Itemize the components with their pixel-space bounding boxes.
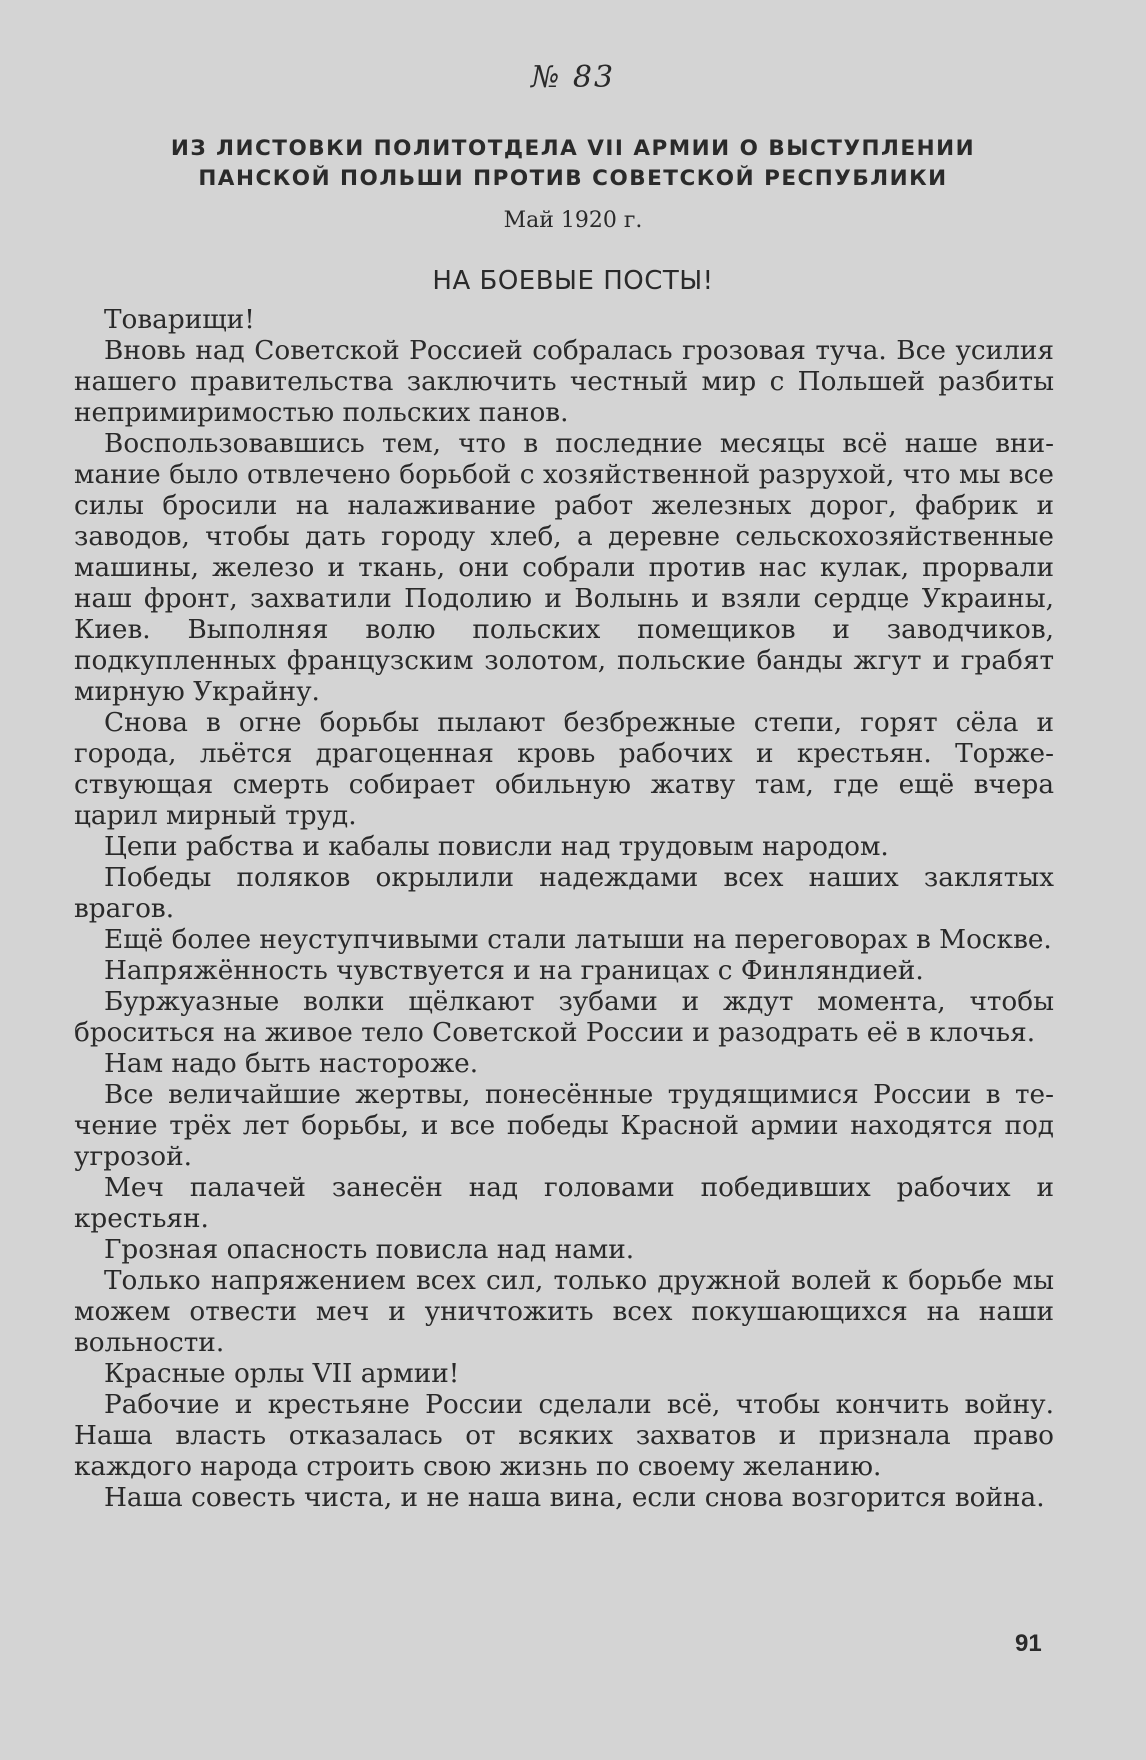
leaflet-title: НА БОЕВЫЕ ПОСТЫ! [432,266,714,296]
document-date: Май 1920 г. [503,208,643,233]
paragraph: Буржуазные волки щёлкают зубами и ждут момента, чтобы броситься на живое тело Советской России и разодрать её в клочья. [74,987,1054,1048]
paragraph: Только напряжением всех сил, только дружной волей к борьбе мы можем отвести меч и уничтожить всех покушающихся на наши вольности. [74,1266,1054,1358]
paragraph: Напряжённость чувствуется и на границах с Финляндией. [104,956,924,986]
paragraph: Снова в огне борьбы пылают безбрежные степи, горят сёла и города, льётся драгоценная кровь рабочих и крестьян. Торжествующая смерть собирает обильную жатву там, где ещё вчера царил мирный труд. [74,708,1054,831]
page-number: 91 [1015,1630,1042,1657]
heading-line-1: ИЗ ЛИСТОВКИ ПОЛИТОТДЕЛА VII АРМИИ О ВЫСТУПЛЕНИИ [170,136,976,161]
paragraph: Вновь над Советской Россией собралась грозовая туча. Все усилия нашего правительства заключить честный мир с Польшей разбиты непримиримостью польских панов. [74,336,1054,428]
document-number: № 83 [530,60,616,95]
paragraph: Победы поляков окрылили надеждами всех наших заклятых врагов. [74,863,1054,924]
paragraph: Воспользовавшись тем, что в последние месяцы всё наше внимание было отвлечено борьбой с хозяйственной разрухой, что мы все силы бросили на налаживание работ железных дорог, фабрик и заводов, чтобы дать городу хлеб, а деревне сельскохозяйственные машины, железо и ткань, они собрали против нас кулак, прорвали наш фронт, захватили Подолию и Волынь и взяли сердце Украины, Киев. Выполняя волю польских помещиков и заводчиков, подкупленных французским золотом, польские банды жгут и грабят мирную Украйну. [74,429,1054,707]
document-heading [120,134,1026,194]
paragraph: Ещё более неуступчивыми стали латыши на переговорах в Москве. [104,925,1052,955]
paragraph: Нам надо быть настороже. [104,1049,479,1079]
paragraph: Все величайшие жертвы, понесённые трудящимися России в течение трёх лет борьбы, и все победы Красной армии находятся под угрозой. [74,1080,1054,1172]
paragraph: Цепи рабства и кабалы повисли над трудовым народом. [104,832,889,862]
paragraph: Меч палачей занесён над головами победивших рабочих и крестьян. [74,1173,1054,1234]
paragraph: Красные орлы VII армии! [104,1359,460,1389]
paragraph: Товарищи! [104,305,255,335]
body-text [74,305,1054,1514]
paragraph: Грозная опасность повисла над нами. [104,1235,635,1265]
heading-line-2: ПАНСКОЙ ПОЛЬШИ ПРОТИВ СОВЕТСКОЙ РЕСПУБЛИКИ [198,166,948,191]
paragraph: Рабочие и крестьяне России сделали всё, чтобы кончить войну. Наша власть отказалась от всяких захватов и признала право каждого народа строить свою жизнь по своему желанию. [74,1390,1054,1482]
paragraph: Наша совесть чиста, и не наша вина, если снова возгорится война. [104,1483,1045,1513]
